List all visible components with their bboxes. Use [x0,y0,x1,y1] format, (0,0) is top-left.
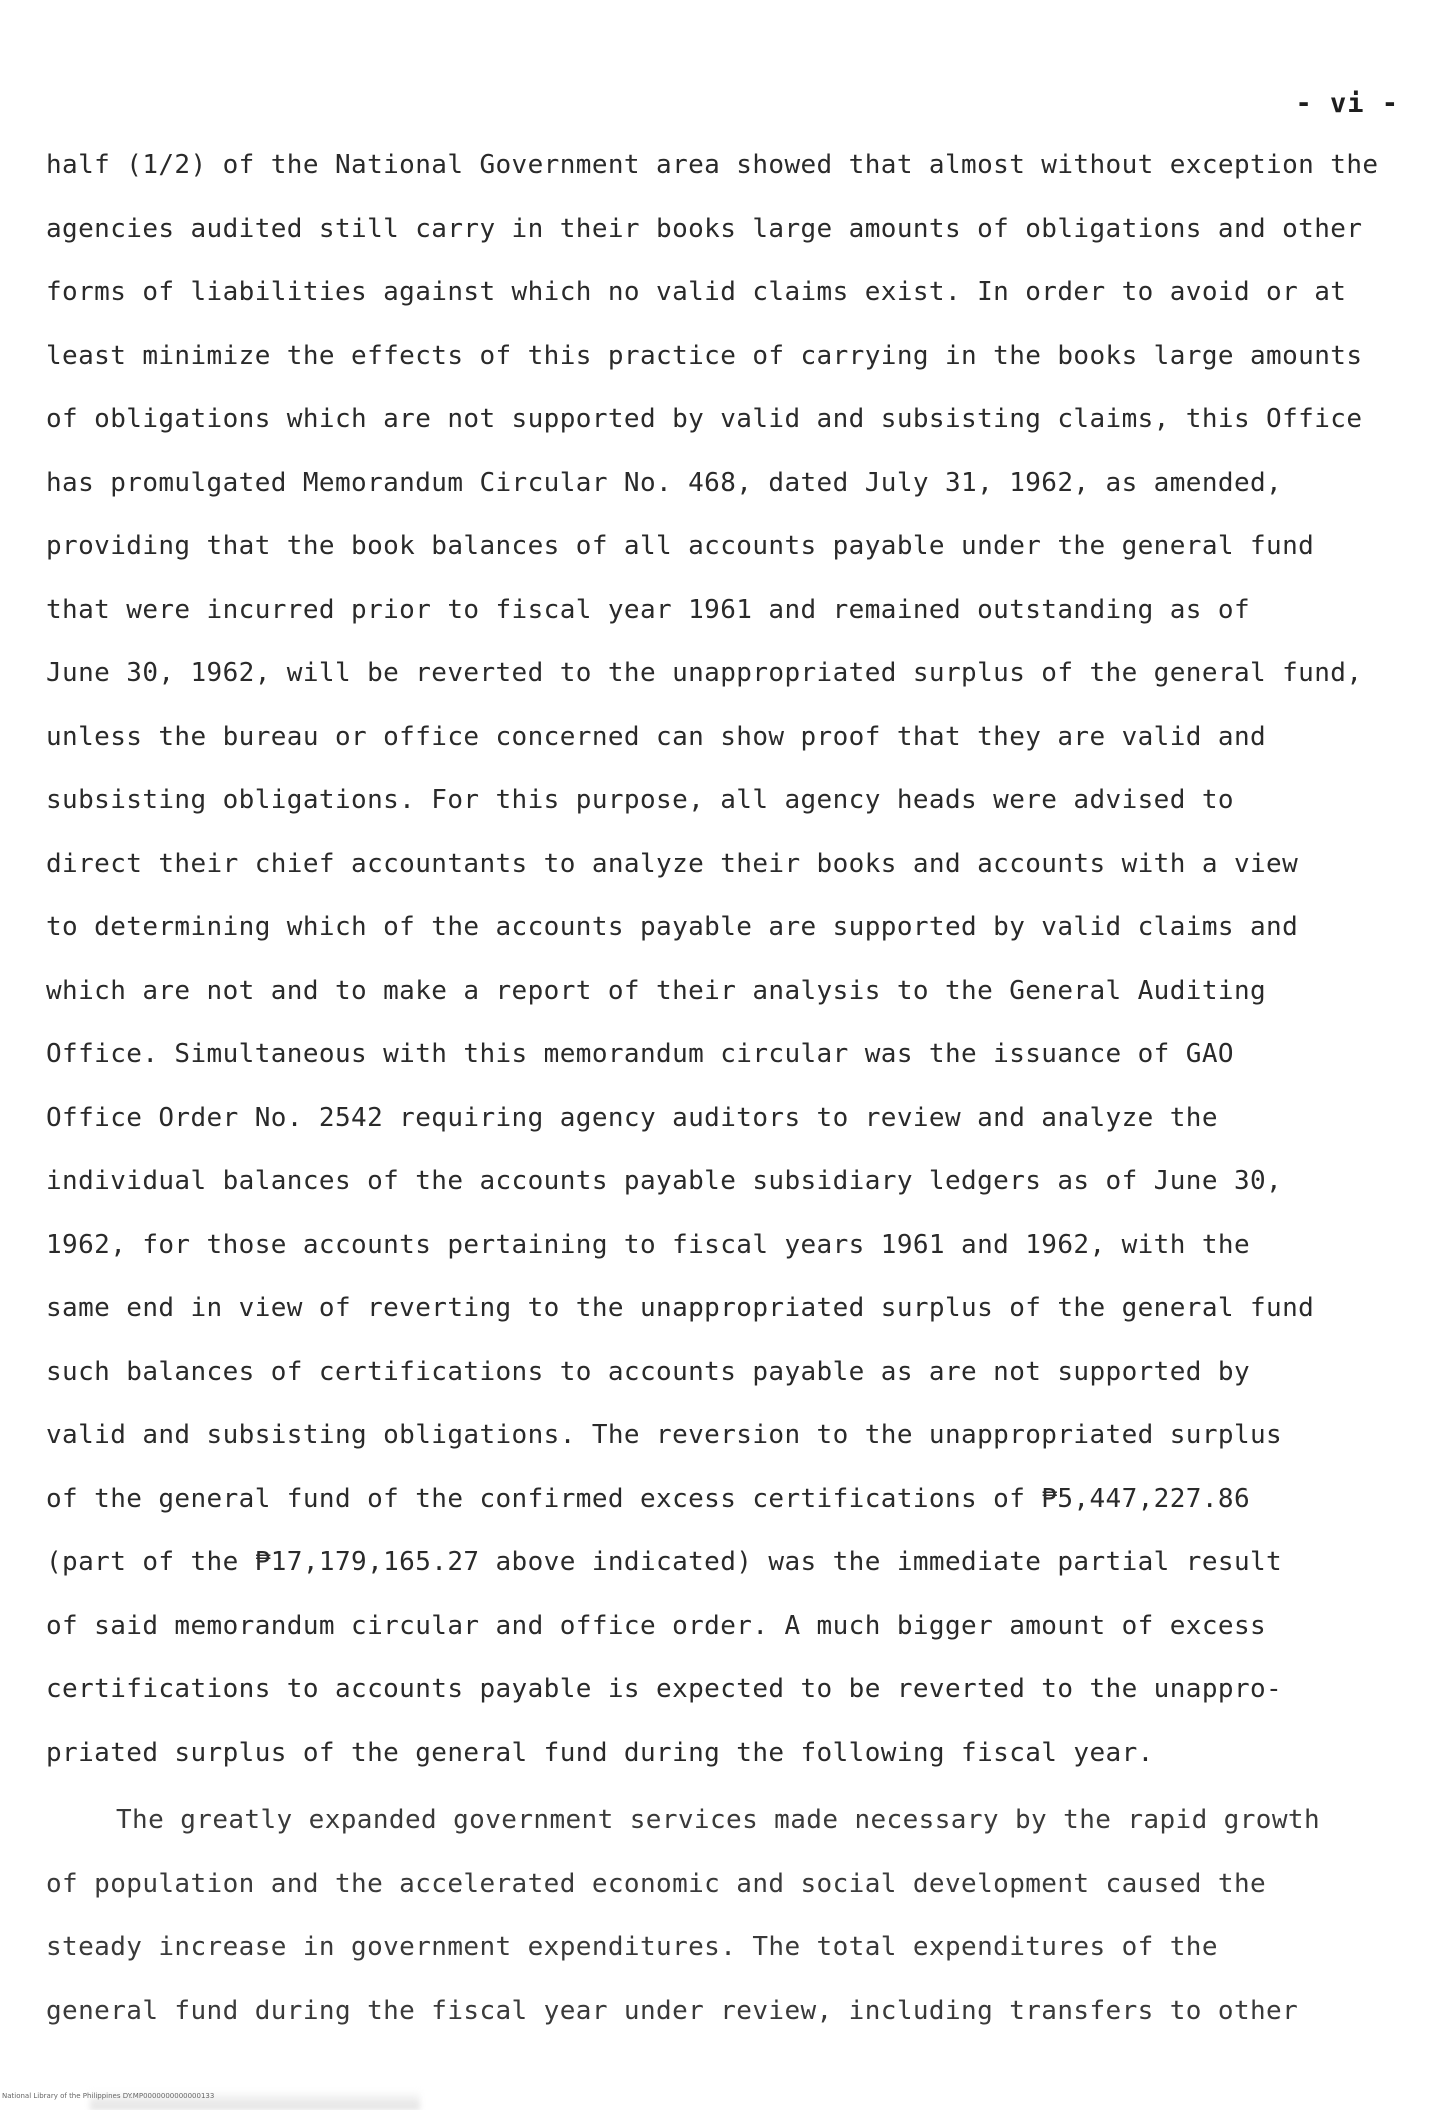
text-line: of obligations which are not supported by valid and subsisting claims, this Office [46,404,1363,434]
scan-source-label: National Library of the Philippines DY.MP0000000000000133 [2,2092,215,2100]
text-line: Office Order No. 2542 requiring agency auditors to review and analyze the [46,1102,1218,1133]
text-line: general fund during the fiscal year under review, including transfers to other [46,1995,1299,2026]
document-body [46,143,1416,2052]
text-line: has promulgated Memorandum Circular No. 468, dated July 31, 1962, as amended, [46,467,1283,498]
paragraph [46,143,1416,1794]
text-line: same end in view of reverting to the unappropriated surplus of the general fund [46,1293,1315,1323]
text-line: Office. Simultaneous with this memorandum circular was the issuance of GAO [46,1039,1234,1069]
text-line: unless the bureau or office concerned can show proof that they are valid and [46,721,1267,752]
text-line: The greatly expanded government services made necessary by the rapid growth [116,1805,1320,1835]
text-line: direct their chief accountants to analyze their books and accounts with a view [46,848,1299,879]
text-line: half (1/2) of the National Government area showed that almost without exception the [46,150,1379,180]
text-line: least minimize the effects of this practice of carrying in the books large amounts [46,340,1363,371]
text-line: providing that the book balances of all accounts payable under the general fund [46,531,1315,561]
text-line: June 30, 1962, will be reverted to the unappropriated surplus of the general fund, [46,658,1363,688]
text-line: of population and the accelerated economic and social development caused the [46,1868,1267,1899]
text-line: of the general fund of the confirmed excess certifications of ₱5,447,227.86 [46,1483,1250,1514]
paragraph [46,1798,1416,2052]
text-line: such balances of certifications to accounts payable as are not supported by [46,1356,1250,1387]
text-line: subsisting obligations. For this purpose, all agency heads were advised to [46,785,1234,815]
text-line: 1962, for those accounts pertaining to fiscal years 1961 and 1962, with the [46,1229,1250,1260]
text-line: that were incurred prior to fiscal year 1961 and remained outstanding as of [46,594,1250,625]
page-number: - vi - [1295,88,1399,119]
text-line: (part of the ₱17,179,165.27 above indicated) was the immediate partial result [46,1547,1283,1577]
text-line: individual balances of the accounts payable subsidiary ledgers as of June 30, [46,1166,1283,1196]
text-line: of said memorandum circular and office order. A much bigger amount of excess [46,1610,1267,1641]
text-line: steady increase in government expenditures. The total expenditures of the [46,1932,1218,1962]
text-line: to determining which of the accounts payable are supported by valid claims and [46,912,1299,942]
text-line: agencies audited still carry in their books large amounts of obligations and other [46,213,1363,244]
text-line: valid and subsisting obligations. The reversion to the unappropriated surplus [46,1420,1283,1450]
text-line: forms of liabilities against which no valid claims exist. In order to avoid or at [46,277,1347,307]
text-line: certifications to accounts payable is expected to be reverted to the unappro- [46,1674,1283,1704]
text-line: which are not and to make a report of their analysis to the General Auditing [46,975,1267,1006]
text-line: priated surplus of the general fund during the following fiscal year. [46,1737,1154,1768]
